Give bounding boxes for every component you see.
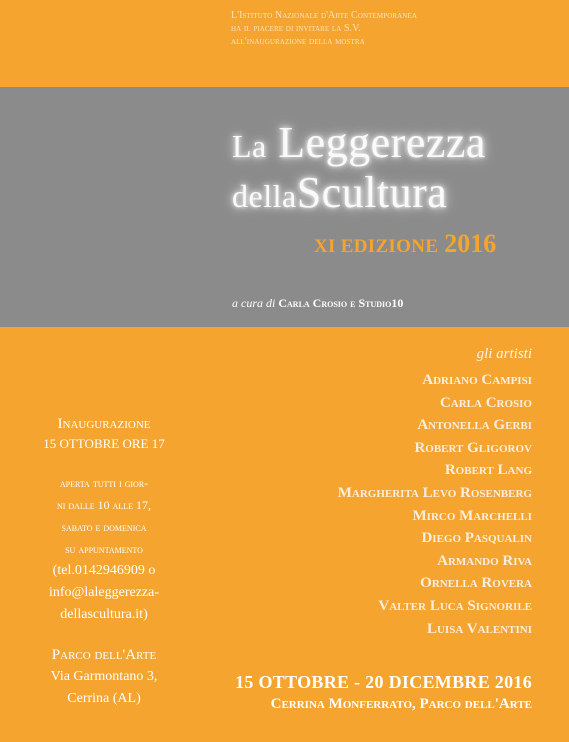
artist-name: Luisa Valentini [426,620,532,637]
artist-name: Adriano Campisi [422,372,532,388]
venue-city: Cerrina (AL) [67,691,141,706]
curated-prefix: a cura di [232,296,276,310]
artist-name: Valter Luca Signorile [378,597,532,614]
invitation-line-1: L'Istituto Nazionale d'Arte Contemporanea [231,10,417,21]
opening-hours-4: su appuntamento [65,542,143,556]
opening-hours-2: ni dalle 10 alle 17, [56,498,152,512]
artist-name: Robert Gligorov [414,439,532,456]
venue-street: Via Garmontano 3, [50,669,158,684]
invitation-text [231,9,551,48]
edition-year: 2016 [444,229,497,258]
edition-label [314,229,496,259]
curated-by [232,296,403,311]
inauguration-label: Inaugurazione [57,416,151,432]
opening-hours-1: aperta tutti i gior- [59,476,149,490]
title-preposition: della [232,178,297,214]
email-text-2: dellascultura.it) [60,607,148,622]
title-word-leggerezza: Leggerezza [278,118,486,167]
invitation-line-2: ha il piacere di invitare la S.V. [231,23,361,34]
inauguration-date: 15 OTTOBRE ORE 17 [43,436,165,451]
venue-name: Parco dell'Arte [51,647,157,663]
edition-text: XI EDIZIONE [314,236,439,257]
exhibition-dates [235,670,532,714]
email-text-1: info@laleggerezza- [48,585,160,600]
info-column [5,414,203,710]
artist-name: Antonella Gerbi [417,417,532,434]
curator-names: Carla Crosio e Studio10 [278,296,404,310]
title-line-2 [232,167,447,218]
artist-name: Margherita Levo Rosenberg [337,484,532,501]
invitation-line-3: all'inaugurazione della mostra [231,36,365,47]
title-line-1 [232,117,486,168]
artists-heading: gli artisti [476,346,532,362]
title-word-scultura: Scultura [296,168,448,217]
opening-hours-3: sabato e domenica [61,520,147,534]
artist-name: Ornella Rovera [420,575,532,592]
date-range: 15 OTTOBRE - 20 DICEMBRE 2016 [235,672,532,692]
artist-name: Diego Pasqualin [421,530,532,547]
artist-name: Armando Riva [437,552,532,569]
artist-name: Carla Crosio [439,394,532,411]
title-article: La [232,128,267,164]
artist-name: Mirco Marchelli [412,507,532,524]
artists-list [338,369,532,640]
artist-name: Robert Lang [444,462,532,479]
phone-text: (tel.0142946909 o [52,563,156,578]
exhibition-location: Cerrina Monferrato, Parco dell'Arte [270,696,532,712]
